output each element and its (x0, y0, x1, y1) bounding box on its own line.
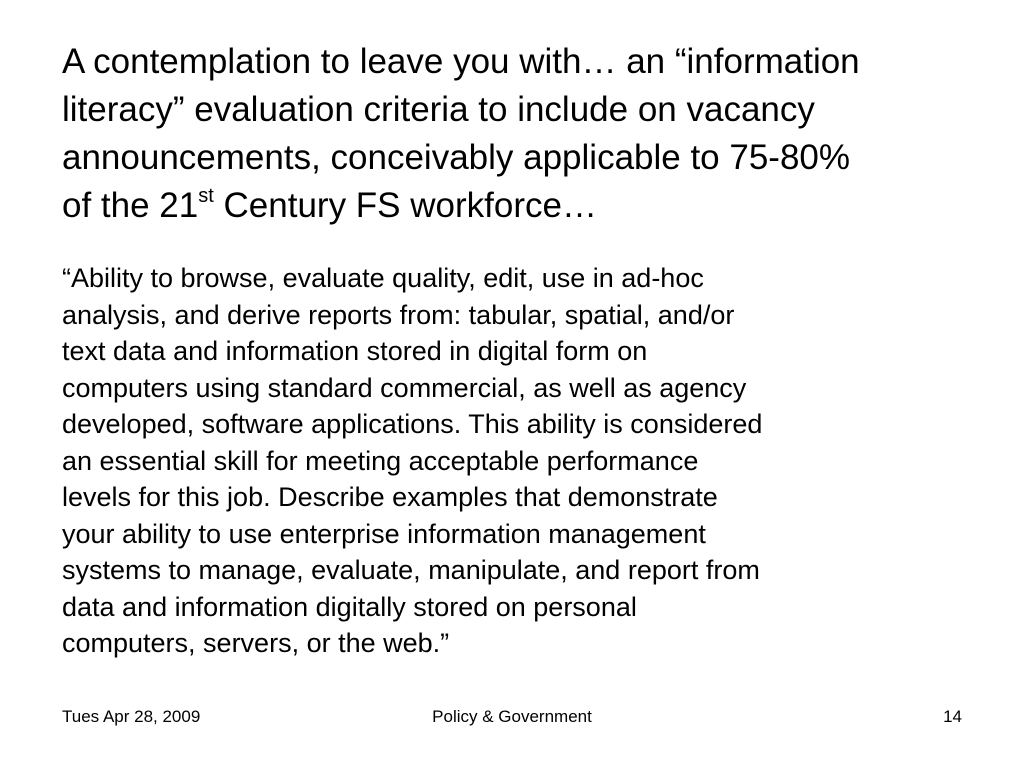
heading-line-3: announcements, conceivably applicable to 75-80% (62, 138, 851, 177)
quote-line: computers using standard commercial, as well as agency (62, 372, 747, 403)
heading-line-1: A contemplation to leave you with… an “information (62, 42, 860, 81)
heading-line-4-rest: Century FS workforce… (213, 186, 597, 225)
quote-line: data and information digitally stored on personal (62, 591, 637, 622)
quote-line: computers, servers, or the web.” (62, 628, 450, 658)
heading-superscript: st (198, 185, 214, 208)
footer-date: Tues Apr 28, 2009 (62, 707, 201, 726)
quote-line: systems to manage, evaluate, manipulate, and report from (62, 555, 760, 585)
quote-line: an essential skill for meeting acceptable performance (62, 445, 699, 476)
quote-line: your ability to use enterprise information management (62, 518, 706, 549)
quote-line: text data and information stored in digital form on (62, 336, 648, 366)
quote-line: levels for this job. Describe examples that demonstrate (62, 482, 718, 512)
slide-number: 14 (943, 707, 962, 726)
quote-line: analysis, and derive reports from: tabular, spatial, and/or (62, 299, 735, 330)
slide-heading (62, 38, 982, 230)
quote-paragraph (62, 260, 982, 662)
heading-line-2: literacy” evaluation criteria to include on vacancy (62, 90, 815, 129)
quote-line: “Ability to browse, evaluate quality, edit, use in ad-hoc (62, 263, 704, 293)
heading-line-4-text: of the 21 (62, 186, 199, 225)
heading-line-4 (62, 182, 982, 230)
footer-title: Policy & Government (432, 707, 592, 726)
quote-line: developed, software applications. This ability is considered (62, 409, 763, 439)
